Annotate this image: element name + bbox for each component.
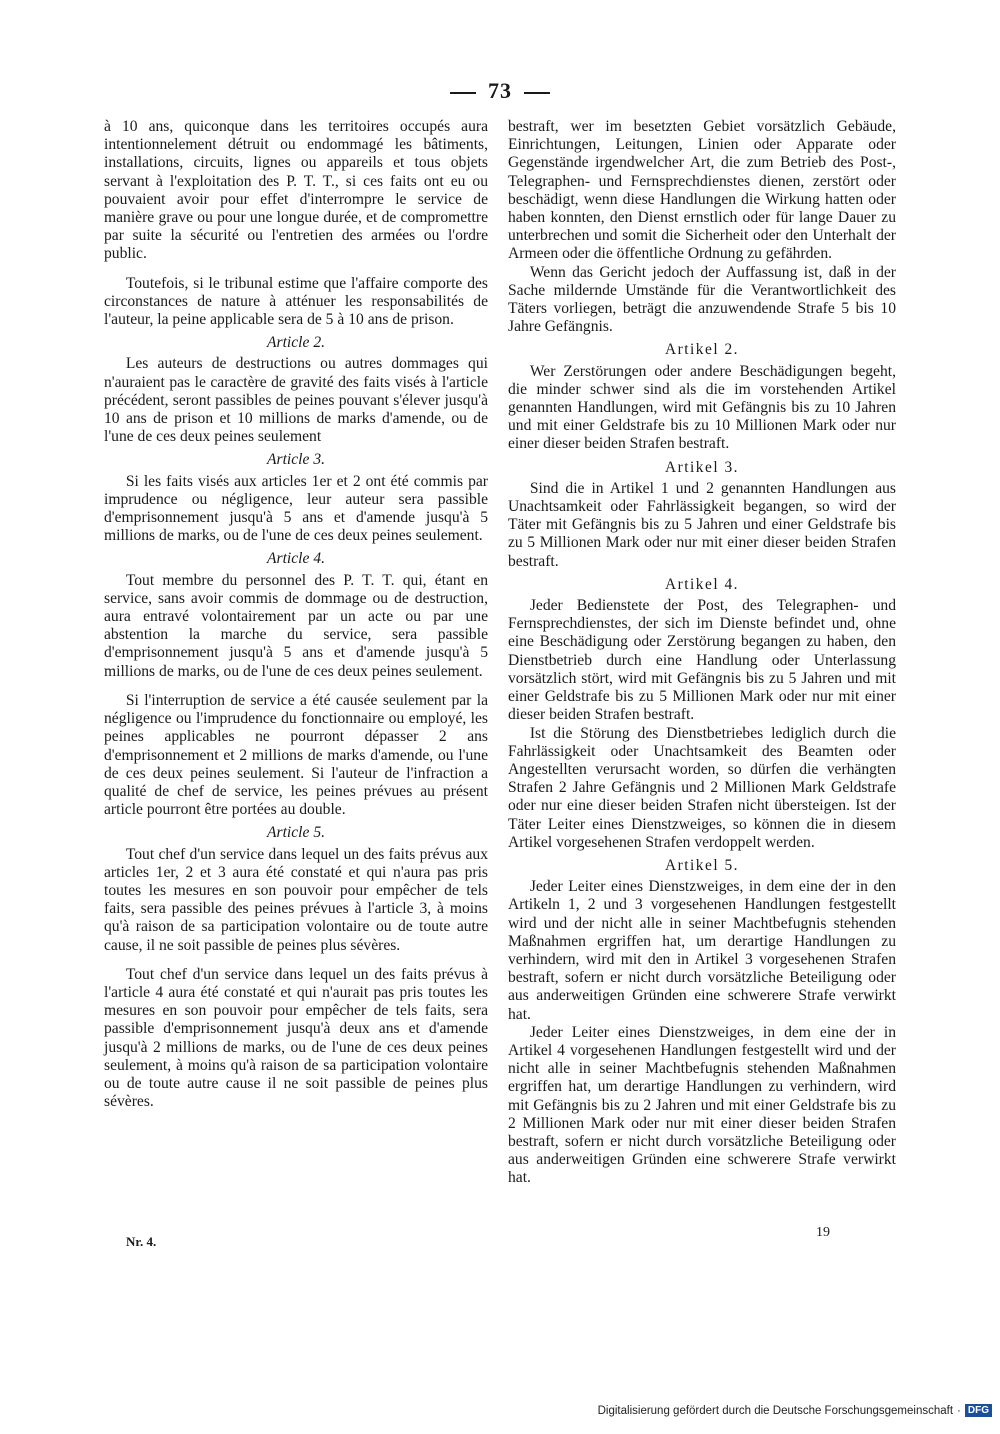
page-number-dash-left xyxy=(450,92,476,94)
issue-number: Nr. 4. xyxy=(126,1234,157,1249)
german-article-heading: Artikel 5. xyxy=(665,856,739,874)
german-paragraph: Ist die Störung des Dienstbetriebes lediglich durch die Fahrlässigkeit oder Unachtsamkeit des Beamten oder Angestellten verursacht worden, so dürfen die verhängten Strafen 2 Jahre Gefängnis und 2 Millionen Mark Geldstrafe oder nur eine dieser beiden Strafen nicht übersteigen. Ist der Täter Leiter eines Dienstzweiges, so können die in diesem Artikel vorgesehenen Strafen verdoppelt werden. xyxy=(508,724,896,851)
french-paragraph: à 10 ans, quiconque dans les territoires occupés aura intentionnelement détruit ou endommagé les bâtiments, installations, circuits, lignes ou appareils et tous objets servant à l'exploitation des P. T. T., si ces faits ont eu ou pouvaient avoir pour effet d'interrompre le service de manière grave ou pour une longue durée, et de compromettre par suite la sécurité ou l'entretien des armées ou l'ordre public. xyxy=(104,118,488,263)
french-paragraph: Les auteurs de destructions ou autres dommages qui n'auraient pas le caractère de gravité des faits visés à l'article précédent, seront passibles de peines pouvant s'élever jusqu'à 10 ans de prison et 10 millions de marks d'amende, ou de l'une de ces deux peines seulement xyxy=(104,355,488,446)
german-article-heading: Artikel 2. xyxy=(665,341,739,359)
german-paragraph: Jeder Leiter eines Dienstzweiges, in dem eine der in Artikel 4 vorgesehenen Handlungen festgestellt wird und der nicht alle in seiner Machtbefugnis stehenden Maßnahmen ergriffen hat, um derartige Handlungen zu verhindern, wird mit Gefängnis bis zu 2 Jahren und mit einer Geldstrafe bis zu 2 Millionen Mark oder nur mit einer dieser beiden Strafen bestraft, sofern er nicht durch vorsätzliche Beteiligung oder aus anderweitigen Gründen eine schwerere Strafe verwirkt hat. xyxy=(508,1023,896,1187)
french-article-heading: Article 4. xyxy=(266,550,326,568)
german-article-heading: Artikel 4. xyxy=(665,575,739,593)
german-paragraph: Jeder Leiter eines Dienstzweiges, in dem eine der in den Artikeln 1, 2 und 3 vorgesehenen Handlungen festgestellt wird und der nicht alle in seiner Machtbefugnis stehenden Maßnahmen ergriffen hat, um derartige Handlungen zu verhindern, wird mit den in Artikel 3 vorgesehenen Strafen bestraft, sofern er nicht durch vorsätzliche Beteiligung oder aus anderweitigen Gründen eine schwerere Strafe verwirkt hat. xyxy=(508,878,896,1023)
french-paragraph: Tout membre du personnel des P. T. T. qui, étant en service, sans avoir commis de dommage ou de destruction, aura entravé volontairement par un acte ou par une abstention la marche du service, sera passible d'emprisonnement jusqu'à 5 ans et d'amende jusqu'à 5 millions de marks, ou de l'une de ces deux peines seulement. xyxy=(104,571,488,680)
german-paragraph: Sind die in Artikel 1 und 2 genannten Handlungen aus Unachtsamkeit oder Fahrlässigkeit begangen, so wird der Täter mit Gefängnis bis zu 5 Jahren und einer Geldstrafe bis zu 5 Millionen Mark oder nur mit einer dieser beiden Strafen bestraft. xyxy=(508,479,896,570)
page-number xyxy=(0,78,1000,104)
german-article-heading: Artikel 3. xyxy=(665,458,739,476)
french-article-heading: Article 3. xyxy=(266,451,326,469)
dfg-logo: DFG xyxy=(965,1404,992,1417)
german-column xyxy=(508,118,896,1188)
french-article-heading: Article 5. xyxy=(266,824,326,842)
sheet-number: 19 xyxy=(816,1225,830,1240)
french-paragraph: Si les faits visés aux articles 1er et 2 ont été commis par imprudence ou négligence, leur auteur sera passible d'emprisonnement jusqu'à 5 ans et d'amende jusqu'à 5 millions de marks, ou de l'une de ces deux peines seulement. xyxy=(104,472,488,545)
german-paragraph: Wer Zerstörungen oder andere Beschädigungen begeht, die minder schwer sind als die im vorstehenden Artikel genannten Handlungen, wird mit Gefängnis bis zu 10 Jahren und mit einer Geldstrafe bis zu 10 Millionen Mark oder nur einer dieser beiden Strafen bestraft. xyxy=(508,362,896,453)
dfg-credit-text: Digitalisierung gefördert durch die Deutsche Forschungsgemeinschaft xyxy=(597,1404,954,1417)
page-number-text: 73 xyxy=(488,78,512,103)
french-paragraph: Si l'interruption de service a été causée seulement par la négligence ou l'imprudence du fonctionnaire ou employé, les peines applicables ne pourront dépasser 2 ans d'emprisonnement et 2 millions de marks d'amende, ou l'une de ces deux peines seulement. Si l'auteur de l'infraction a qualité de chef de service, les peines prévues au présent article pourront être portées au double. xyxy=(104,691,488,819)
french-column xyxy=(104,118,488,1111)
dfg-credit: Digitalisierung gefördert durch die Deutsche Forschungsgemeinschaft · DFG xyxy=(598,1404,992,1417)
german-paragraph: Jeder Bedienstete der Post, des Telegraphen- und Fernsprechdienstes, der sich im Dienste befindet und, ohne eine Beschädigung oder Zerstörung begangen zu haben, den Dienstbetrieb durch eine Handlung oder Unterlassung vorsätzlich stört, wird mit Gefängnis bis zu 5 Jahren und mit einer Geldstrafe bis zu 5 Millionen Mark oder nur mit einer dieser beiden Strafen bestraft. xyxy=(508,597,896,724)
french-paragraph: Tout chef d'un service dans lequel un des faits prévus aux articles 1er, 2 et 3 aura été constaté et qui n'aura pas pris toutes les mesures en son pouvoir pour empêcher de tels faits, sera passible des peines prévues à l'article 3, à moins qu'à raison de sa participation volontaire ou de toute autre cause, il ne soit passible de peines plus sévères. xyxy=(104,845,488,954)
french-paragraph: Tout chef d'un service dans lequel un des faits prévus à l'article 4 aura été constaté et qui n'aurait pas pris toutes les mesures en son pouvoir pour empêcher de tels faits, sera passible d'emprisonnement jusqu'à deux ans et d'amende jusqu'à 2 millions de marks, ou de l'une de ces deux peines seulement, à moins qu'à raison de sa participation volontaire ou de toute autre cause il ne soit passible de peines plus sévères. xyxy=(104,965,488,1111)
french-paragraph: Toutefois, si le tribunal estime que l'affaire comporte des circonstances de nature à atténuer les responsabilités de l'auteur, la peine applicable sera de 5 à 10 ans de prison. xyxy=(104,274,488,329)
page-number-dash-right xyxy=(524,92,550,94)
french-article-heading: Article 2. xyxy=(266,334,326,352)
german-paragraph: Wenn das Gericht jedoch der Auffassung ist, daß in der Sache mildernde Umstände für die Verantwortlichkeit des Täters vorliegen, beträgt die anzuwendende Strafe 5 bis 10 Jahre Gefängnis. xyxy=(508,263,896,336)
german-paragraph: bestraft, wer im besetzten Gebiet vorsätzlich Gebäude, Einrichtungen, Leitungen, Linien oder Apparate oder Gegenstände irgendwelcher Art, die zum Betrieb des Post-, Telegraphen- und Fernsprechdienstes dienen, zerstört oder beschädigt, wenn diese Handlungen die Wirkung hatten oder haben konnten, den Dienst ernstlich oder für lange Dauer zu unterbrechen und somit die Sicherheit oder den Unterhalt der Armeen oder die öffentliche Ordnung zu gefährden. xyxy=(508,118,896,263)
